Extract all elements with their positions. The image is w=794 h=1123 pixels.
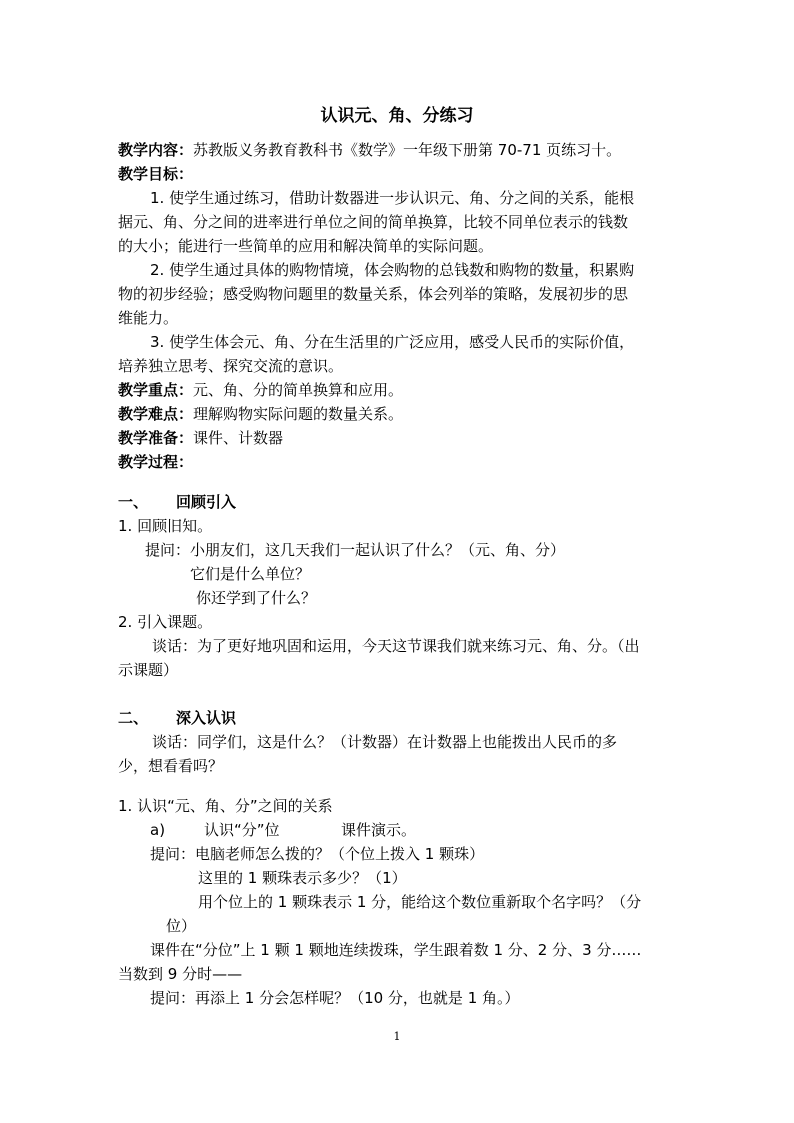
key-point: [118, 380, 403, 400]
sub-item-a-label: a): [150, 821, 166, 839]
section-2-question-1: 提问：电脑老师怎么拨的？（个位上拨入 1 颗珠）: [150, 845, 485, 863]
teaching-content-text: 苏教版义务教育教科书《数学》一年级下册第 70-71 页练习十。: [193, 141, 622, 159]
section-2-question-3: 用个位上的 1 颗珠表示 1 分，能给这个数位重新取个名字吗？（分: [198, 893, 642, 911]
key-point-label: 教学重点：: [118, 381, 194, 399]
objective-3-line-2: 培养独立思考、探究交流的意识。: [118, 357, 344, 375]
section-1-talk-line-1: 谈话：为了更好地巩固和运用，今天这节课我们就来练习元、角、分。（出: [152, 637, 640, 655]
sub-item-a-text: 认识“分”位: [204, 821, 280, 839]
objectives-label: 教学目标：: [118, 165, 194, 183]
difficulty-label: 教学难点：: [118, 405, 194, 423]
preparation-label: 教学准备：: [118, 429, 194, 447]
section-2-paragraph-line-1: 课件在“分位”上 1 颗 1 颗地连续拨珠，学生跟着数 1 分、2 分、3 分……: [150, 941, 642, 959]
preparation-text: 课件、计数器: [193, 429, 284, 447]
section-2-paragraph-line-2: 当数到 9 分时——: [118, 965, 243, 983]
section-1-question-3: 你还学到了什么？: [196, 589, 317, 607]
section-2-question-4: 提问：再添上 1 分会怎样呢？（10 分，也就是 1 角。）: [150, 989, 520, 1007]
preparation: [118, 428, 283, 448]
section-2-question-3-cont: 位）: [166, 917, 197, 935]
teaching-content: [118, 140, 621, 160]
page-title: 认识元、角、分练习: [320, 106, 474, 126]
objective-2-line-1: 2. 使学生通过具体的购物情境，体会购物的总钱数和购物的数量，积累购: [150, 261, 635, 279]
section-2-talk-line-1: 谈话：同学们，这是什么？（计数器）在计数器上也能拨出人民币的多: [152, 733, 618, 751]
section-1-number: 一、: [118, 493, 149, 511]
process-label: 教学过程：: [118, 453, 194, 471]
objective-1-line-3: 的大小；能进行一些简单的应用和解决简单的实际问题。: [118, 237, 494, 255]
section-2-talk-line-2: 少，想看看吗？: [118, 757, 224, 775]
sub-item-a-extra: 课件演示。: [341, 821, 417, 839]
objective-2-line-3: 维能力。: [118, 309, 179, 327]
section-2-question-2: 这里的 1 颗珠表示多少？（1）: [198, 869, 407, 887]
section-2-number: 二、: [118, 709, 149, 727]
section-2-item-1: 1. 认识“元、角、分”之间的关系: [118, 797, 333, 815]
difficulty-text: 理解购物实际问题的数量关系。: [193, 405, 404, 423]
key-point-text: 元、角、分的简单换算和应用。: [193, 381, 404, 399]
section-1-title: 回顾引入: [176, 493, 237, 511]
objective-1-line-2: 据元、角、分之间的进率进行单位之间的简单换算，比较不同单位表示的钱数: [118, 213, 629, 231]
teaching-content-label: 教学内容：: [118, 141, 194, 159]
objective-2-line-2: 物的初步经验；感受购物问题里的数量关系，体会列举的策略，发展初步的思: [118, 285, 629, 303]
section-1-item-1: 1. 回顾旧知。: [118, 517, 213, 535]
section-1-item-2: 2. 引入课题。: [118, 613, 213, 631]
section-1-talk-line-2: 示课题）: [118, 661, 179, 679]
objective-3-line-1: 3. 使学生体会元、角、分在生活里的广泛应用，感受人民币的实际价值，: [150, 333, 635, 351]
section-1-question-2: 它们是什么单位？: [190, 565, 311, 583]
section-1-question-1: 提问：小朋友们，这几天我们一起认识了什么？（元、角、分）: [145, 541, 566, 559]
section-2-title: 深入认识: [176, 709, 237, 727]
page-number: 1: [393, 1030, 401, 1043]
difficulty: [118, 404, 403, 424]
objective-1-line-1: 1. 使学生通过练习，借助计数器进一步认识元、角、分之间的关系，能根: [150, 189, 635, 207]
